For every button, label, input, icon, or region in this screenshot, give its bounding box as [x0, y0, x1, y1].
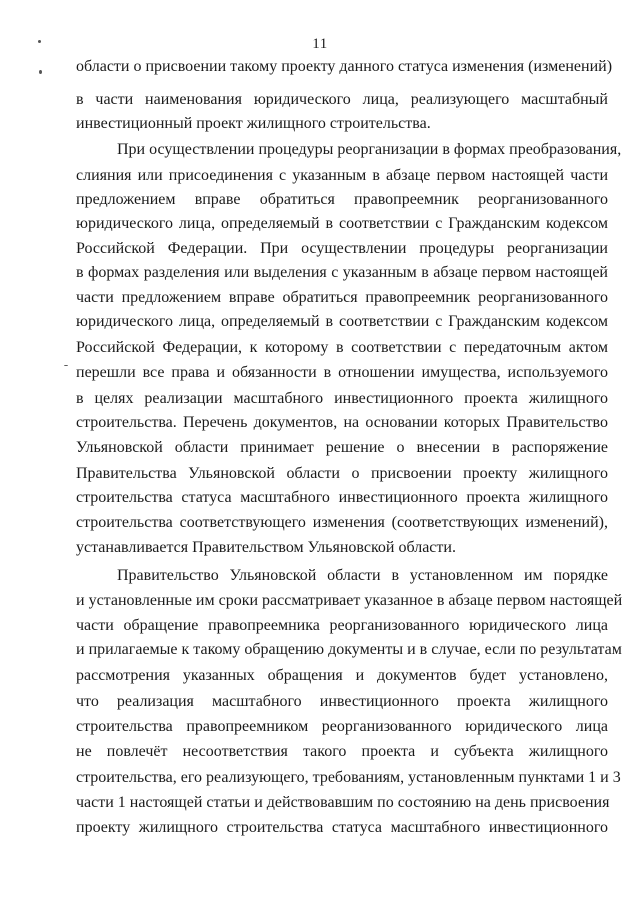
- text-line: и прилагаемые к такому обращению документы и в случае, если по результатам: [76, 641, 622, 658]
- scan-speck: [39, 70, 42, 74]
- text-line: Ульяновской области принимает решение о внесении в распоряжение: [76, 439, 608, 456]
- text-line: в целях реализации масштабного инвестиционного проекта жилищного: [76, 390, 608, 407]
- text-line: юридического лица, определяемый в соответствии с Гражданским кодексом: [76, 215, 608, 232]
- text-line: инвестиционный проект жилищного строительства.: [76, 115, 431, 132]
- text-line: Российской Федерации, к которому в соответствии с передаточным актом: [76, 339, 608, 356]
- text-line: что реализация масштабного инвестиционного проекта жилищного: [76, 693, 608, 710]
- text-line: части предложением вправе обратиться правопреемник реорганизованного: [76, 289, 608, 306]
- text-line: строительства статуса масштабного инвестиционного проекта жилищного: [76, 489, 608, 506]
- text-line: предложением вправе обратиться правопреемник реорганизованного: [76, 191, 608, 208]
- text-line: устанавливается Правительством Ульяновской области.: [76, 539, 456, 556]
- text-line: Правительство Ульяновской области в установленном им порядке: [117, 567, 608, 584]
- text-line: в части наименования юридического лица, реализующего масштабный: [76, 91, 608, 108]
- text-line: Российской Федерации. При осуществлении процедуры реорганизации: [76, 240, 608, 257]
- text-line: строительства правопреемником реорганизованного юридического лица: [76, 718, 608, 735]
- text-line: слияния или присоединения с указанным в абзаце первом настоящей части: [76, 167, 608, 184]
- text-line: части обращение правопреемника реорганизованного юридического лица: [76, 617, 608, 634]
- text-line: При осуществлении процедуры реорганизации в формах преобразования,: [117, 141, 622, 158]
- text-line: не повлечёт несоответствия такого проекта и субъекта жилищного: [76, 743, 608, 760]
- text-line: в формах разделения или выделения с указанным в абзаце первом настоящей: [76, 264, 608, 281]
- text-line: проекту жилищного строительства статуса масштабного инвестиционного: [76, 819, 608, 836]
- text-line: и установленные им сроки рассматривает указанное в абзаце первом настоящей: [76, 592, 623, 609]
- page-number: 11: [312, 36, 328, 52]
- text-line: перешли все права и обязанности в отношении имущества, используемого: [76, 364, 608, 381]
- text-line: строительства. Перечень документов, на основании которых Правительство: [76, 414, 608, 431]
- text-line: части 1 настоящей статьи и действовавшим по состоянию на день присвоения: [76, 794, 610, 811]
- text-line: области о присвоении такому проекту данного статуса изменения (изменений): [76, 58, 613, 75]
- text-line: юридического лица, определяемый в соответствии с Гражданским кодексом: [76, 313, 608, 330]
- text-line: Правительства Ульяновской области о присвоении проекту жилищного: [76, 465, 608, 482]
- text-line: строительства, его реализующего, требованиям, установленным пунктами 1 и 3: [76, 769, 621, 786]
- text-line: строительства соответствующего изменения (соответствующих изменений),: [76, 514, 608, 531]
- scan-speck: [64, 365, 68, 366]
- text-line: рассмотрения указанных обращения и документов будет установлено,: [76, 667, 608, 684]
